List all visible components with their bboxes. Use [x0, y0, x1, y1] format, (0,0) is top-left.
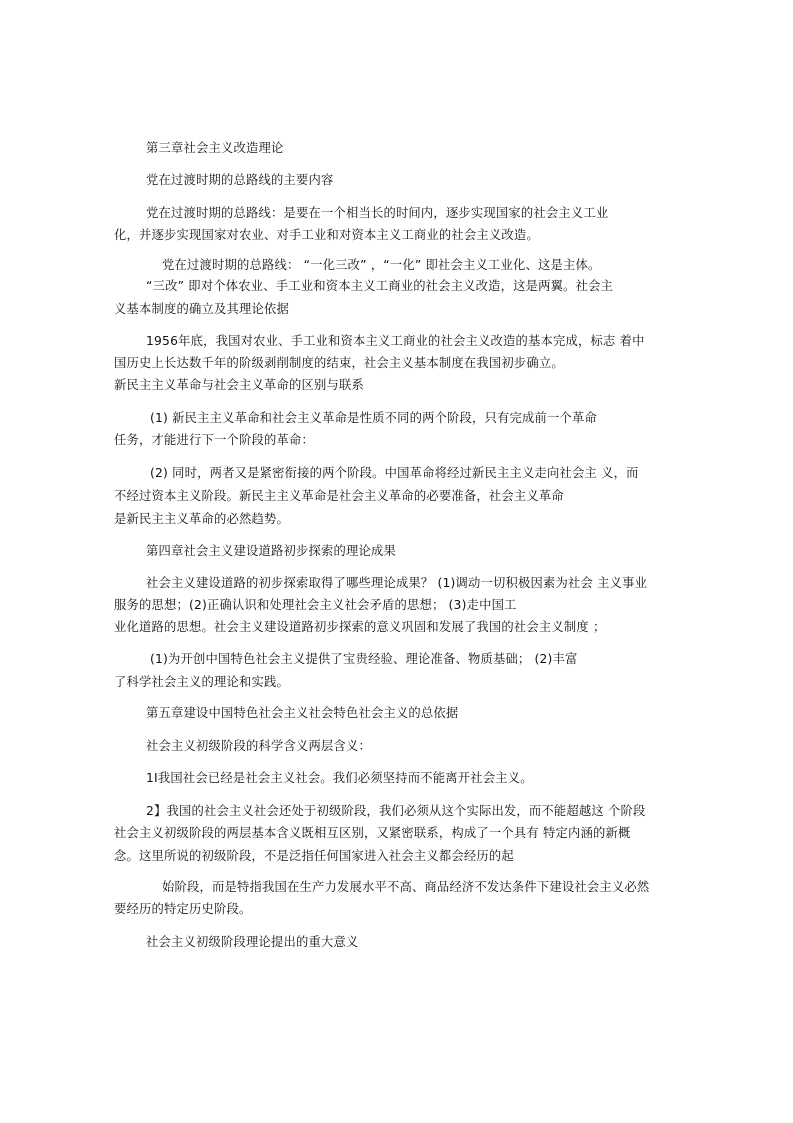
paragraph-line: 党在过渡时期的总路线：是要在一个相当长的时间内，逐步实现国家的社会主义工业 — [146, 206, 609, 220]
paragraph-line: 1956年底，我国对农业、手工业和资本主义工商业的社会主义改造的基本完成，标志 着中 — [146, 334, 645, 348]
chapter-4-heading: 第四章社会主义建设道路初步探索的理论成果 — [146, 544, 396, 558]
paragraph-line: 了科学社会主义的理论和实践。 — [114, 675, 289, 689]
paragraph-line: 服务的思想；(2)正确认识和处理社会主义社会矛盾的思想； (3)走中国工 — [114, 598, 517, 612]
paragraph-line: (1)为开创中国特色社会主义提供了宝贵经验、理论准备、物质基础； (2)丰富 — [150, 652, 578, 666]
section-heading: 党在过渡时期的总路线的主要内容 — [146, 173, 334, 187]
section-heading: 社会主义初级阶段的科学含义两层含义： — [146, 739, 371, 753]
paragraph-line: 念。这里所说的初级阶段，不是泛指任何国家进入社会主义都会经历的起 — [114, 849, 514, 863]
paragraph-line: 不经过资本主义阶段。新民主主义革命是社会主义革命的必要准备，社会主义革命 — [114, 489, 564, 503]
paragraph-line: 化，并逐步实现国家对农业、对手工业和对资本主义工商业的社会主义改造。 — [114, 228, 539, 242]
paragraph-line: 义基本制度的确立及其理论依据 — [114, 302, 289, 316]
paragraph-line: 始阶段，而是特指我国在生产力发展水平不高、商品经济不发达条件下建设社会主义必然 — [162, 880, 650, 894]
paragraph-line: 党在过渡时期的总路线： “一化三改” ，“一化” 即社会主义工业化、这是主体。 — [162, 258, 601, 272]
chapter-5-heading: 第五章建设中国特色社会主义社会特色社会主义的总依据 — [146, 706, 459, 720]
paragraph-line: 要经历的特定历史阶段。 — [114, 902, 252, 916]
paragraph-line: 国历史上长达数千年的阶级剥削制度的结束，社会主义基本制度在我国初步确立。 — [114, 356, 564, 370]
paragraph-line: 社会主义建设道路的初步探索取得了哪些理论成果？ (1)调动一切积极因素为社会 主义事业 — [146, 576, 648, 590]
section-heading: 社会主义初级阶段理论提出的重大意义 — [146, 935, 359, 949]
chapter-3-heading: 第三章社会主义改造理论 — [146, 141, 284, 155]
paragraph-line: 业化道路的思想。社会主义建设道路初步探索的意义巩固和发展了我国的社会主义制度 ； — [114, 620, 606, 634]
paragraph-line: 任务，才能进行下一个阶段的革命： — [114, 433, 314, 447]
paragraph-line: 是新民主主义革命的必然趋势。 — [114, 512, 289, 526]
paragraph-line: “三改” 即对个体农业、手工业和资本主义工商业的社会主义改造，这是两翼。社会主 — [146, 279, 614, 293]
paragraph-line: (1) 新民主主义革命和社会主义革命是性质不同的两个阶段，只有完成前一个革命 — [150, 411, 598, 425]
paragraph-line: 2】我国的社会主义社会还处于初级阶段，我们必须从这个实际出发，而不能超越这 个阶段 — [146, 804, 646, 818]
paragraph-line: (2) 同时，两者又是紧密衔接的两个阶段。中国革命将经过新民主主义走向社会主 义，而 — [150, 466, 639, 480]
section-heading: 新民主主义革命与社会主义革命的区别与联系 — [114, 378, 364, 392]
paragraph-line: 社会主义初级阶段的两层基本含义既相互区别，又紧密联系，构成了一个具有 特定内涵的新概 — [114, 826, 631, 840]
paragraph-line: 1I我国社会已经是社会主义社会。我们必须坚持而不能离开社会主义。 — [146, 771, 533, 785]
